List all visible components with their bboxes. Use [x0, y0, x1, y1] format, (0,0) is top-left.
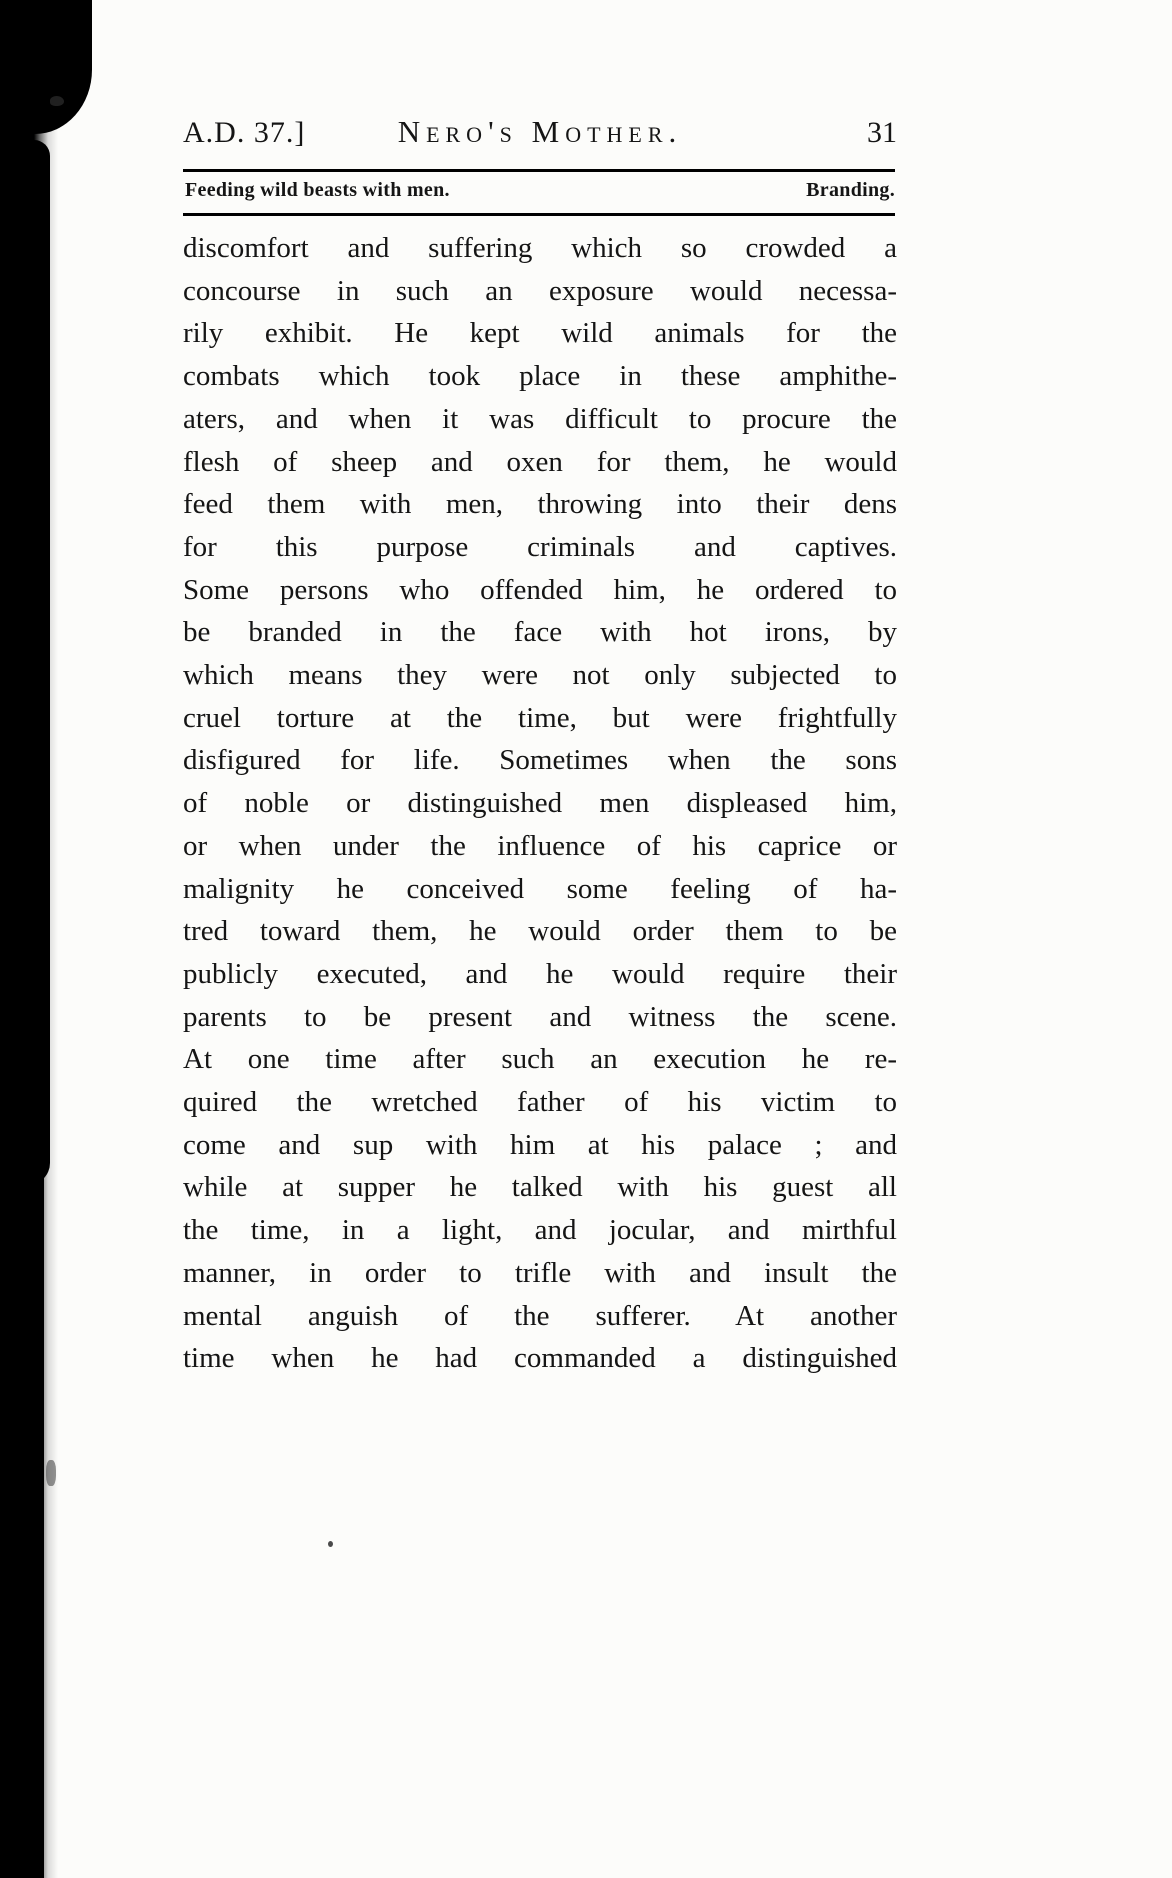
- text-line: while at supper he talked with his guest all: [183, 1171, 897, 1204]
- text-line: rily exhibit. He kept wild animals for the: [183, 317, 897, 350]
- running-subheads: [185, 179, 895, 202]
- ink-speck: [328, 1541, 333, 1547]
- scan-gutter-band: [0, 140, 50, 1185]
- text-line: mental anguish of the sufferer. At another: [183, 1299, 897, 1332]
- text-line: publicly executed, and he would require their: [183, 957, 897, 990]
- text-line: manner, in order to trifle with and insult the: [183, 1256, 897, 1289]
- header-date: A.D. 37.]: [183, 116, 306, 149]
- subhead-right: Branding.: [806, 179, 895, 201]
- page-header: [183, 114, 897, 150]
- text-line: flesh of sheep and oxen for them, he would: [183, 445, 897, 478]
- scan-fleck: [50, 96, 64, 106]
- text-line: tred toward them, he would order them to be: [183, 915, 897, 948]
- subhead-rule: [183, 213, 895, 216]
- text-line: for this purpose criminals and captives.: [183, 530, 897, 563]
- text-line: the time, in a light, and jocular, and mirthful: [183, 1214, 897, 1247]
- subhead-left: Feeding wild beasts with men.: [185, 179, 450, 201]
- text-line: aters, and when it was difficult to procure the: [183, 402, 897, 435]
- body-text: [183, 227, 897, 1380]
- text-line: feed them with men, throwing into their dens: [183, 488, 897, 521]
- text-line: or when under the influence of his caprice or: [183, 829, 897, 862]
- text-line: cruel torture at the time, but were frightfully: [183, 701, 897, 734]
- text-line: discomfort and suffering which so crowded a: [183, 232, 897, 264]
- text-line: parents to be present and witness the scene.: [183, 1000, 897, 1033]
- text-line: quired the wretched father of his victim to: [183, 1086, 897, 1119]
- text-line: which means they were not only subjected to: [183, 659, 897, 692]
- text-line: of noble or distinguished men displeased him,: [183, 787, 897, 820]
- scan-gutter-band-lower: [0, 1150, 44, 1878]
- text-line: concourse in such an exposure would necessa-: [183, 274, 897, 307]
- page-title: Nero's Mother.: [397, 114, 683, 149]
- text-line: combats which took place in these amphithe-: [183, 360, 897, 393]
- page-number: 31: [867, 116, 897, 149]
- text-line: be branded in the face with hot irons, by: [183, 616, 897, 649]
- text-line: time when he had commanded a distinguished: [183, 1342, 897, 1375]
- text-line: malignity he conceived some feeling of ha-: [183, 872, 897, 905]
- text-line: disfigured for life. Sometimes when the sons: [183, 744, 897, 777]
- text-line: come and sup with him at his palace ; and: [183, 1128, 897, 1161]
- scan-fleck: [46, 1460, 56, 1486]
- text-line: Some persons who offended him, he ordered to: [183, 573, 897, 606]
- scan-corner-blob: [0, 0, 92, 134]
- text-line: At one time after such an execution he re-: [183, 1043, 897, 1076]
- header-rule: [183, 169, 895, 172]
